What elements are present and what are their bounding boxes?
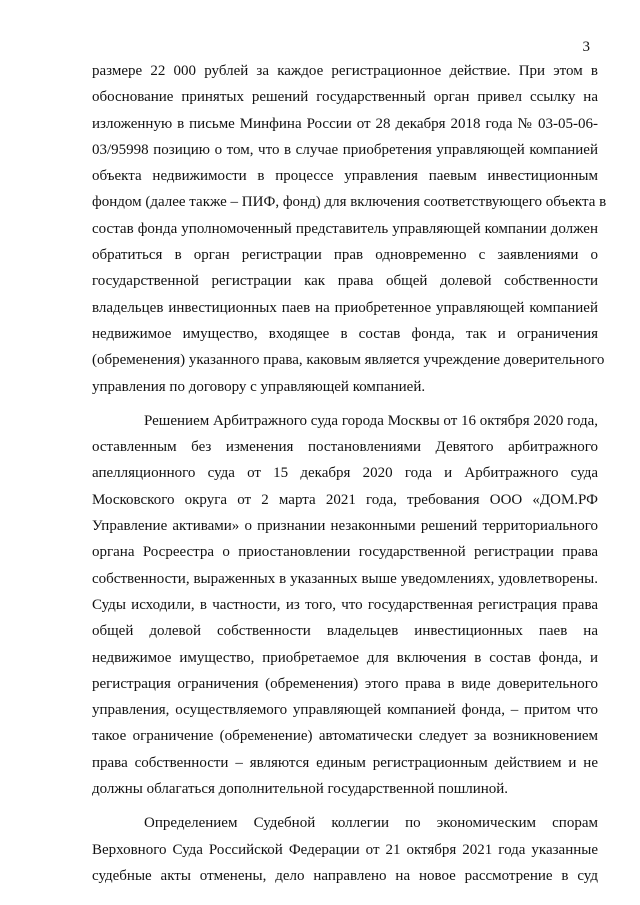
text-line: Решением Арбитражного суда города Москвы от 16 октября 2020 года, [144, 412, 599, 429]
text-line: управления, осуществляемого управляющей компанией фонда, – притом что [92, 702, 598, 719]
text-line: Определением Судебной коллегии по экономическим спорам [144, 815, 598, 832]
paragraph-spacer [92, 802, 598, 810]
text-line: обратиться в орган регистрации прав одновременно с заявлениями о [92, 247, 598, 264]
text-line: недвижимое имущество, входящее в состав фонда, так и ограничения [92, 325, 598, 342]
paragraph-3 [92, 810, 598, 889]
text-line: размере 22 000 рублей за каждое регистрационное действие. При этом в [92, 63, 598, 79]
text-line: недвижимое имущество, приобретаемое для включения в состав фонда, и [92, 649, 598, 666]
text-line: права собственности – являются единым регистрационным действием и не [92, 754, 598, 771]
text-line: изложенную в письме Минфина России от 28 декабря 2018 года № 03-05-06- [92, 115, 598, 132]
paragraph-1 [92, 58, 607, 400]
text-line: (обременения) указанного права, каковым является учреждение доверительного [92, 352, 605, 369]
text-line: государственной регистрации как права общей долевой собственности [92, 273, 598, 290]
text-line: владельцев инвестиционных паев на приобретенное управляющей компанией [92, 299, 598, 316]
paragraph-2 [92, 408, 598, 802]
text-line: регистрация ограничения (обременения) этого права в виде доверительного [92, 675, 598, 692]
text-line: общей долевой собственности владельцев инвестиционных паев на [92, 623, 598, 640]
text-line: органа Росреестра о приостановлении государственной регистрации права [92, 544, 598, 561]
paragraph-spacer [92, 400, 598, 408]
document-body [92, 58, 607, 889]
page-number: 3 [582, 39, 590, 55]
text-line: управления по договору с управляющей компанией. [92, 378, 426, 395]
text-line: Суды исходили, в частности, из того, что государственная регистрация права [92, 596, 598, 613]
text-line: Московского округа от 2 марта 2021 года, требования ООО «ДОМ.РФ [92, 491, 598, 508]
text-line: Управление активами» о признании незаконными решений территориального [92, 518, 598, 535]
text-line: 03/95998 позицию о том, что в случае приобретения управляющей компанией [92, 141, 598, 158]
text-line: такое ограничение (обременение) автоматически следует за возникновением [92, 728, 598, 745]
text-line: судебные акты отменены, дело направлено на новое рассмотрение в суд [92, 867, 598, 884]
text-line: должны облагаться дополнительной государственной пошлиной. [92, 781, 509, 798]
text-line: состав фонда уполномоченный представитель управляющей компании должен [92, 220, 598, 237]
text-line: оставленным без изменения постановлениями Девятого арбитражного [92, 439, 598, 456]
text-line: фондом (далее также – ПИФ, фонд) для включения соответствующего объекта в [92, 194, 607, 211]
text-line: собственности, выраженных в указанных выше уведомлениях, удовлетворены. [92, 570, 598, 587]
text-line: апелляционного суда от 15 декабря 2020 года и Арбитражного суда [92, 465, 598, 482]
text-line: обоснование принятых решений государственный орган привел ссылку на [92, 89, 598, 106]
text-line: объекта недвижимости в процессе управления паевым инвестиционным [92, 168, 598, 185]
text-line: Верховного Суда Российской Федерации от 21 октября 2021 года указанные [92, 841, 598, 858]
